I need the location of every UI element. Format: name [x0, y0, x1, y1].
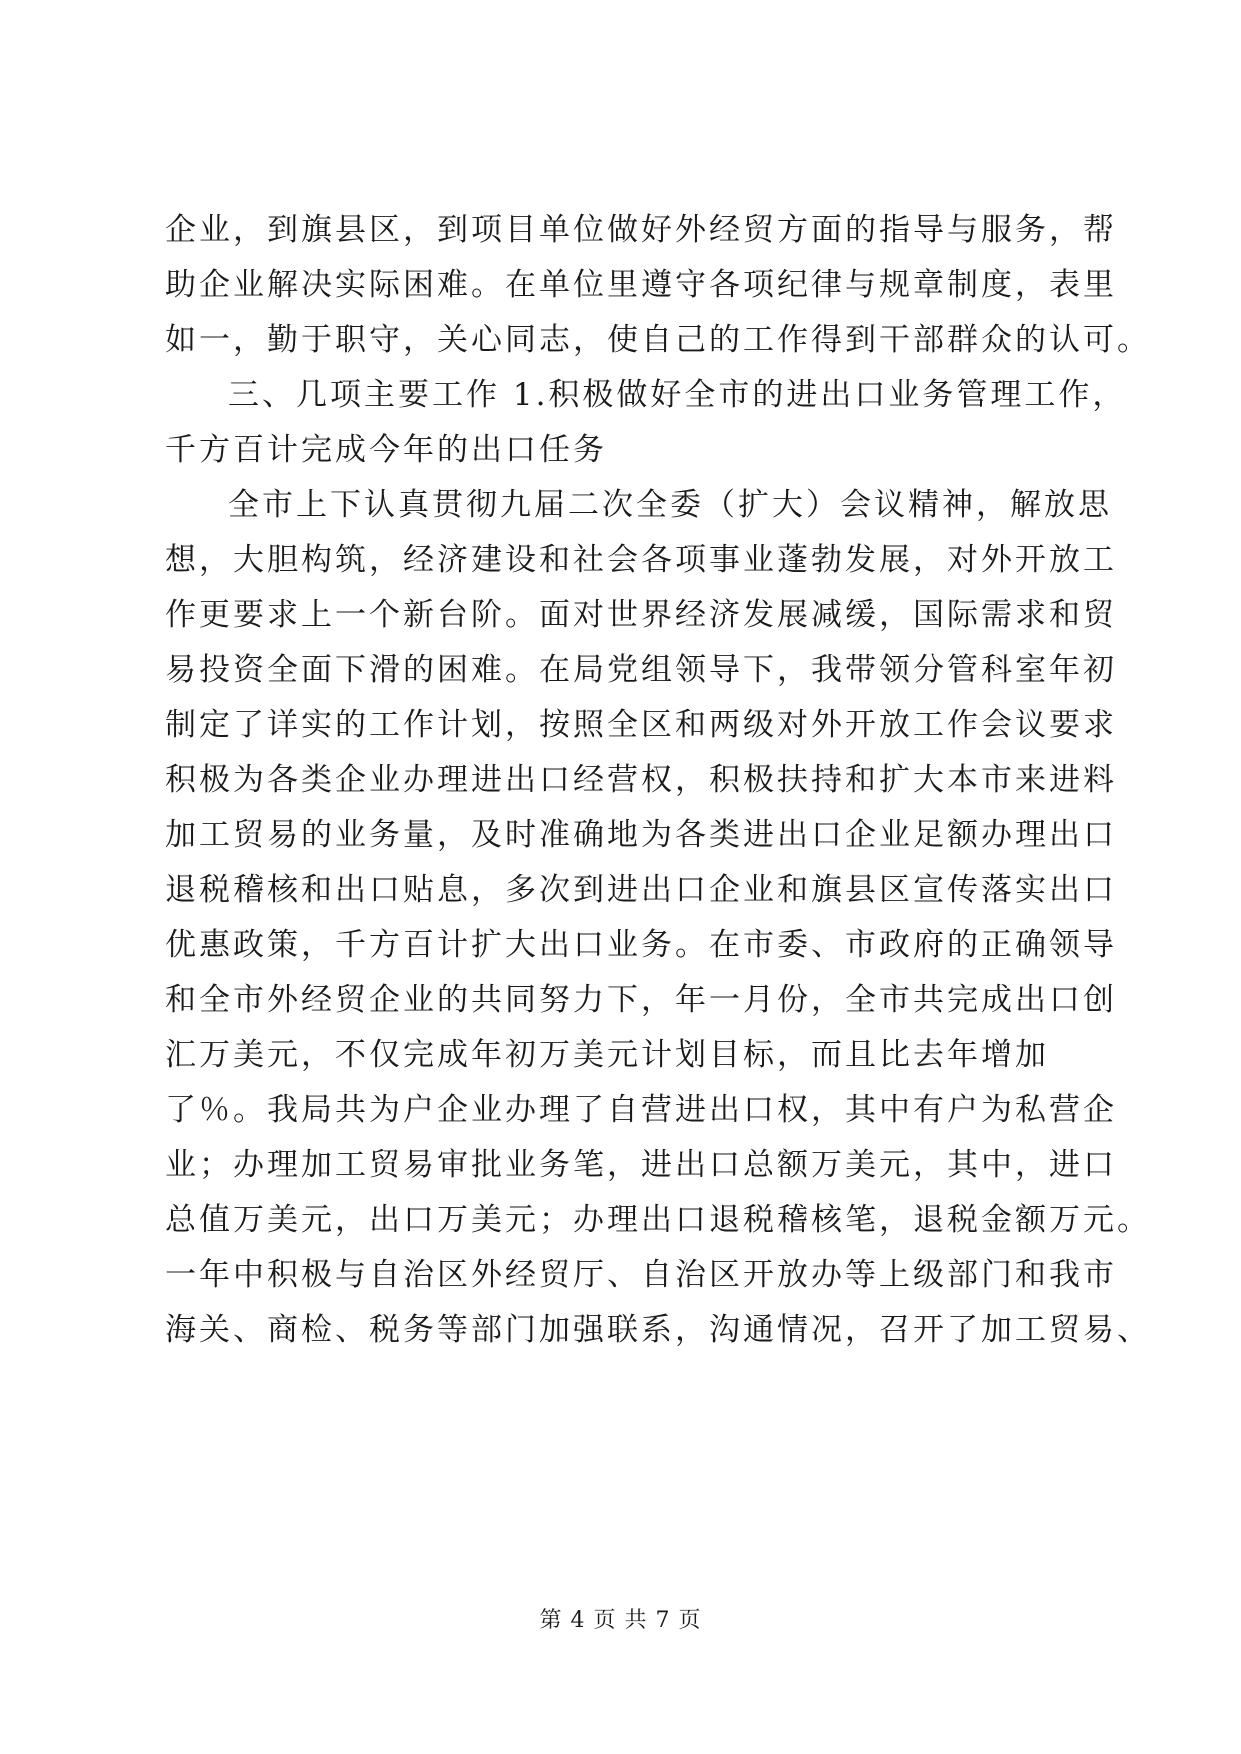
text-line: 了％。我局共为户企业办理了自营进出口权，其中有户为私营企 — [165, 1092, 1117, 1128]
text-line: 作更要求上一个新台阶。面对世界经济发展减缓，国际需求和贸 — [165, 597, 1117, 633]
text-line: 想，大胆构筑，经济建设和社会各项事业蓬勃发展，对外开放工 — [165, 542, 1117, 578]
text-line: 积极为各类企业办理进出口经营权，积极扶持和扩大本市来进料 — [165, 762, 1117, 798]
text-line: 汇万美元，不仅完成年初万美元计划目标，而且比去年增加 — [165, 1037, 1049, 1073]
page-number-footer: 第 4 页 共 7 页 — [539, 1608, 702, 1633]
text-line: 业；办理加工贸易审批业务笔，进出口总额万美元，其中，进口 — [165, 1147, 1117, 1183]
text-line: 助企业解决实际困难。在单位里遵守各项纪律与规章制度，表里 — [165, 267, 1117, 303]
text-line: 加工贸易的业务量，及时准确地为各类进出口企业足额办理出口 — [165, 817, 1117, 853]
section-heading: 三、几项主要工作 1.积极做好全市的进出口业务管理工作， — [228, 377, 1127, 413]
text-line: 和全市外经贸企业的共同努力下，年一月份，全市共完成出口创 — [165, 982, 1117, 1018]
text-line: 制定了详实的工作计划，按照全区和两级对外开放工作会议要求 — [165, 707, 1117, 743]
text-line: 海关、商检、税务等部门加强联系，沟通情况，召开了加工贸易、 — [165, 1312, 1151, 1348]
section-heading-continued: 千方百计完成今年的出口任务 — [165, 432, 607, 468]
text-line: 一年中积极与自治区外经贸厅、自治区开放办等上级部门和我市 — [165, 1257, 1117, 1293]
text-line: 总值万美元，出口万美元；办理出口退税稽核笔，退税金额万元。 — [165, 1202, 1151, 1238]
text-line: 退税稽核和出口贴息，多次到进出口企业和旗县区宣传落实出口 — [165, 872, 1117, 908]
text-line: 如一，勤于职守，关心同志，使自己的工作得到干部群众的认可。 — [165, 322, 1151, 358]
text-line: 易投资全面下滑的困难。在局党组领导下，我带领分管科室年初 — [165, 652, 1117, 688]
text-line: 企业，到旗县区，到项目单位做好外经贸方面的指导与服务，帮 — [165, 212, 1117, 248]
text-line: 优惠政策，千方百计扩大出口业务。在市委、市政府的正确领导 — [165, 927, 1117, 963]
text-line: 全市上下认真贯彻九届二次全委（扩大）会议精神，解放思 — [228, 487, 1112, 523]
